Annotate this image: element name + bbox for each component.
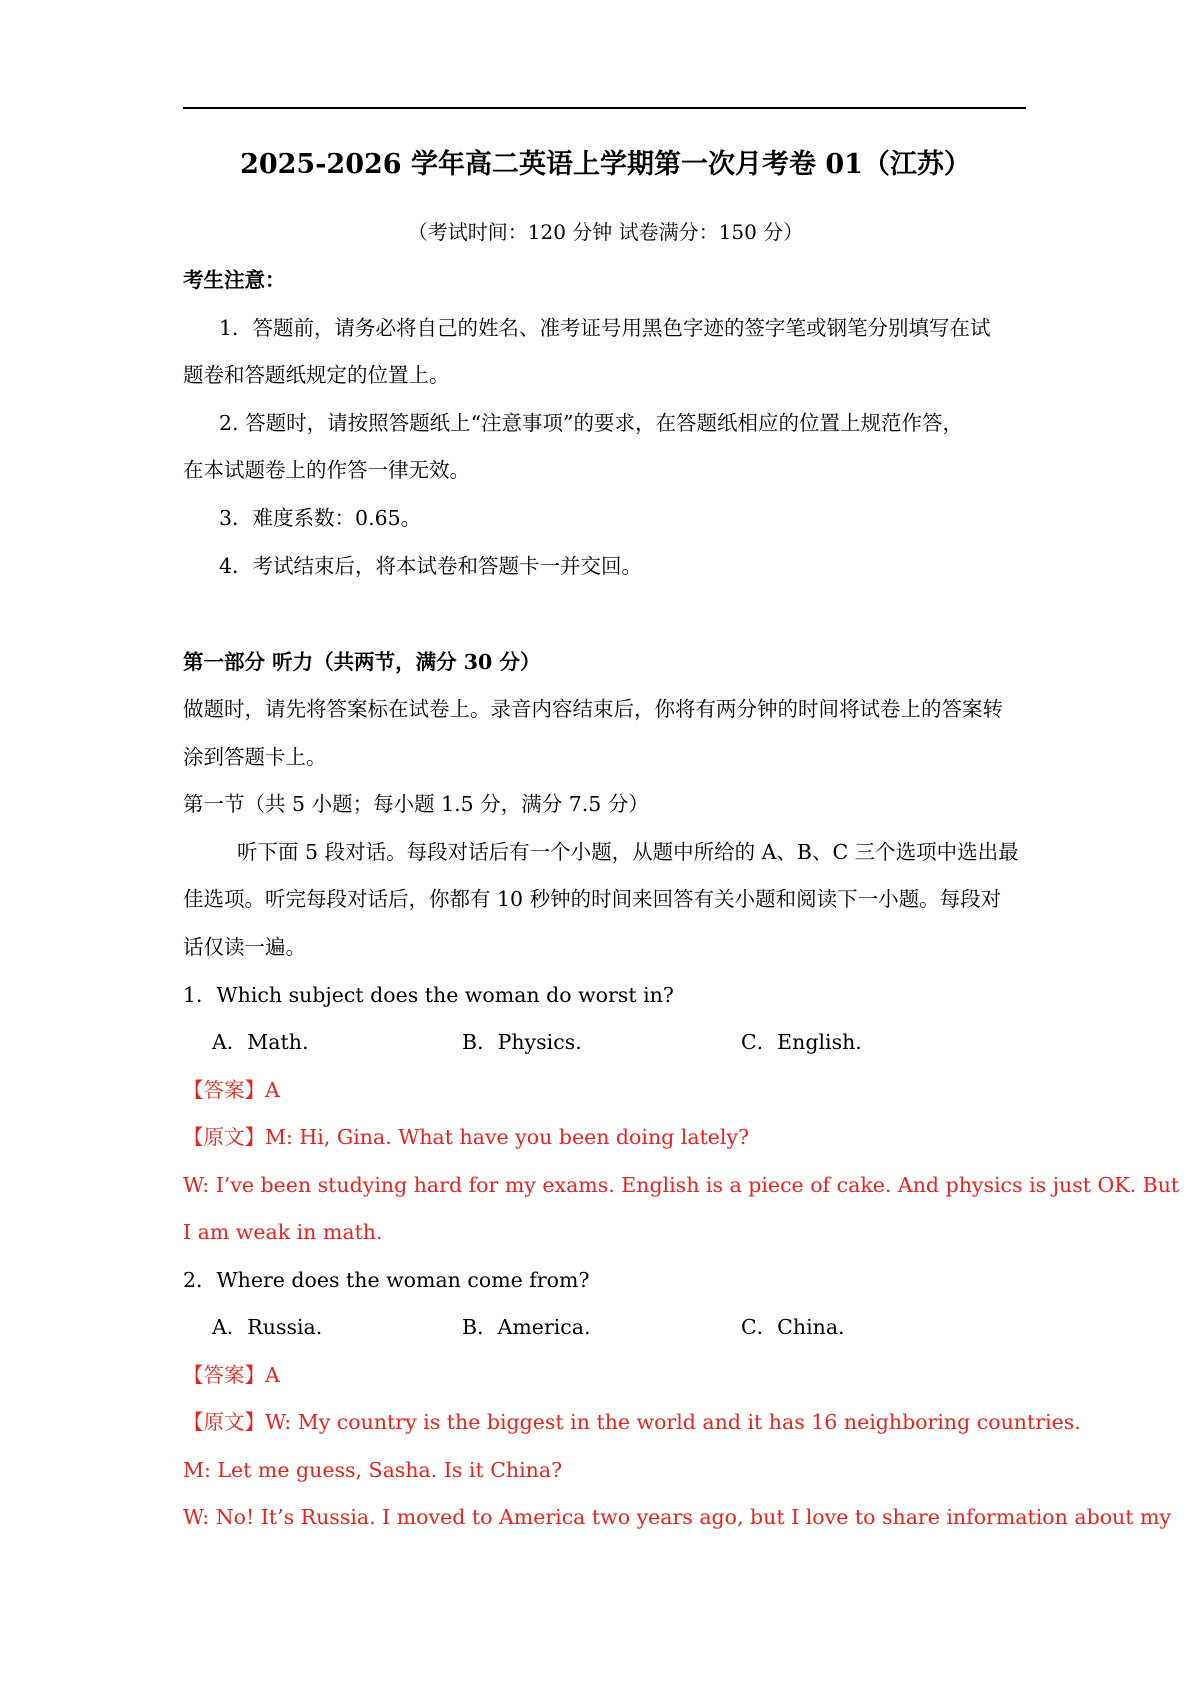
page-title: 2025-2026 学年高二英语上学期第一次月考卷 01（江苏） [240, 149, 971, 180]
q2-script-line-3: W: No! It’s Russia. I moved to America two years ago, but I love to share information about my [183, 1505, 1172, 1529]
q2-option-a: A．Russia. [212, 1315, 323, 1339]
q2-script-line-1: 【原文】W: My country is the biggest in the world and it has 16 neighboring countries. [183, 1410, 1081, 1434]
notice-item-4: 4．考试结束后，将本试卷和答题卡一并交回。 [219, 554, 643, 578]
q1-question: 1．Which subject does the woman do worst in? [183, 983, 674, 1007]
q2-option-c: C．China. [741, 1315, 845, 1339]
notice-item-3: 3．难度系数：0.65。 [219, 506, 422, 530]
part1-instructions-line-2: 涂到答题卡上。 [183, 745, 327, 769]
q1-option-a: A．Math. [212, 1030, 309, 1054]
notice-heading: 考生注意： [183, 268, 286, 292]
part1-heading: 第一部分 听力（共两节，满分 30 分） [183, 650, 541, 674]
q2-option-b: B．America. [462, 1315, 591, 1339]
section1-instructions-line-2: 佳选项。听完每段对话后，你都有 10 秒钟的时间来回答有关小题和阅读下一小题。每段对 [183, 887, 1002, 911]
q1-option-b: B．Physics. [462, 1030, 582, 1054]
section1-heading: 第一节（共 5 小题；每小题 1.5 分，满分 7.5 分） [183, 792, 649, 816]
notice-item-1-line-2: 题卷和答题纸规定的位置上。 [183, 363, 450, 387]
q1-answer: 【答案】A [183, 1078, 280, 1102]
notice-item-2-line-2: 在本试题卷上的作答一律无效。 [183, 458, 470, 482]
q1-script-line-2: W: I’ve been studying hard for my exams. English is a piece of cake. And physics is just OK. But [183, 1173, 1180, 1197]
q1-script-line-3: I am weak in math. [183, 1220, 383, 1244]
q1-option-c: C．English. [741, 1030, 862, 1054]
q2-script-line-2: M: Let me guess, Sasha. Is it China? [183, 1458, 563, 1482]
q1-script-line-1: 【原文】M: Hi, Gina. What have you been doing lately? [183, 1125, 750, 1149]
q2-answer: 【答案】A [183, 1363, 280, 1387]
notice-item-2-line-1: 2. 答题时，请按照答题纸上“注意事项”的要求，在答题纸相应的位置上规范作答， [219, 411, 964, 435]
section1-instructions-line-1: 听下面 5 段对话。每段对话后有一个小题，从题中所给的 A、B、C 三个选项中选出最 [237, 840, 1019, 864]
q2-question: 2．Where does the woman come from? [183, 1268, 590, 1292]
section1-instructions-line-3: 话仅读一遍。 [183, 935, 306, 959]
notice-item-1-line-1: 1．答题前，请务必将自己的姓名、准考证号用黑色字迹的签字笔或钢笔分别填写在试 [219, 316, 991, 340]
header-rule [183, 107, 1026, 109]
exam-subtitle: （考试时间：120 分钟 试卷满分：150 分） [407, 220, 804, 244]
part1-instructions-line-1: 做题时，请先将答案标在试卷上。录音内容结束后，你将有两分钟的时间将试卷上的答案转 [183, 697, 1003, 721]
